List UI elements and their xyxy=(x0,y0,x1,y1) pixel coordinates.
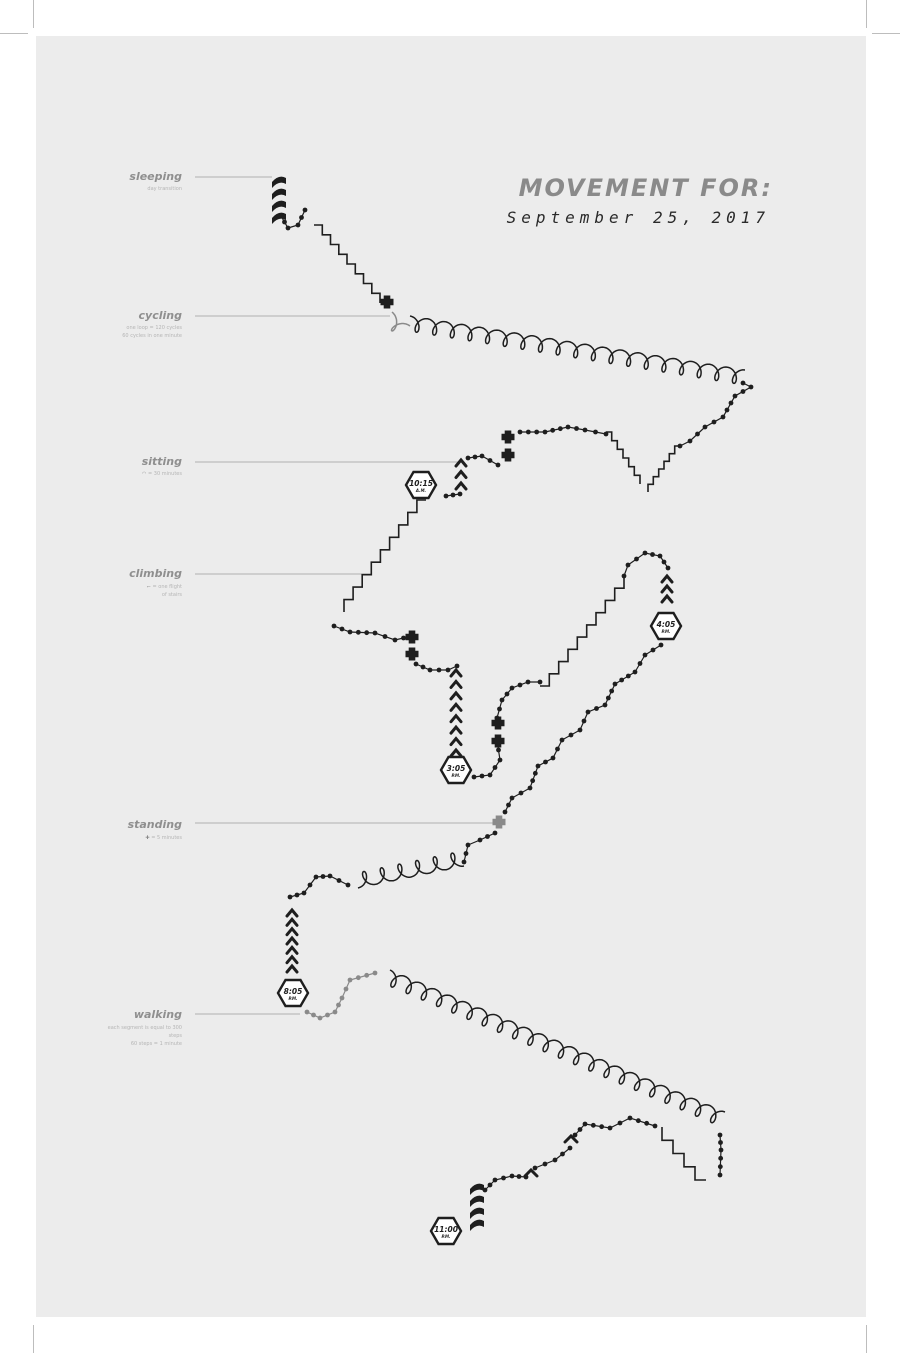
walk-segment-17-dot xyxy=(568,1146,573,1151)
time-marker-time: 3:05 xyxy=(446,764,466,773)
sleep-symbol-morning xyxy=(272,201,286,212)
stand-marker xyxy=(406,631,419,644)
walk-segment-11-dot xyxy=(578,728,583,733)
walk-segment-11-dot xyxy=(613,682,618,687)
walk-segment-10-dot xyxy=(622,574,627,579)
walk-segment-11-dot xyxy=(533,771,538,776)
walk-segment-16-line xyxy=(575,1118,655,1135)
walk-segment-7-dot xyxy=(437,668,442,673)
walk-segment-18-dot xyxy=(517,1174,522,1179)
legend-leader-lines xyxy=(195,177,497,1014)
sit-marker xyxy=(287,910,297,916)
walk-segment-1-dot xyxy=(279,214,284,219)
walk-segment-10-dot xyxy=(626,563,631,568)
walk-segment-18-dot xyxy=(524,1175,529,1180)
walk-segment-4-dot xyxy=(496,463,501,468)
walk-segment-13-dot xyxy=(295,893,300,898)
sit-marker xyxy=(287,947,297,953)
sleep-symbol-night xyxy=(470,1220,484,1231)
sit-marker xyxy=(662,586,672,592)
walk-segment-9-dot xyxy=(497,707,502,712)
time-marker-time: 10:15 xyxy=(409,479,433,488)
cycle-legend-sample xyxy=(392,312,411,331)
walk-segment-13-dot xyxy=(314,875,319,880)
walk-segment-11-dot xyxy=(586,710,591,715)
time-marker-period: A.M. xyxy=(415,488,427,493)
walk-segment-2-dot xyxy=(703,425,708,430)
walk-segment-6-dot xyxy=(373,631,378,636)
walk-segment-3-dot xyxy=(518,430,523,435)
sleep-symbol-morning xyxy=(272,177,286,188)
walk-segment-14-dot xyxy=(364,973,369,978)
walk-segment-1-dot xyxy=(299,215,304,220)
walk-segment-11-dot xyxy=(536,764,541,769)
walk-segment-3-dot xyxy=(526,430,531,435)
walk-segment-3-dot xyxy=(593,430,598,435)
walk-segment-9-dot xyxy=(526,680,531,685)
walk-segment-2-dot xyxy=(695,432,700,437)
walk-segment-2-dot xyxy=(741,381,746,386)
walk-segment-17-dot xyxy=(543,1162,548,1167)
walk-segment-11-dot xyxy=(659,643,664,648)
walk-segment-11-dot xyxy=(543,760,548,765)
walk-segment-5-dot xyxy=(451,493,456,498)
stand-marker-legend-sample xyxy=(493,816,506,829)
sit-marker xyxy=(287,919,297,925)
legend-desc-standing: ✚ = 5 minutes xyxy=(145,835,182,841)
walk-segment-11-dot xyxy=(569,733,574,738)
walk-segment-6-dot xyxy=(383,634,388,639)
walk-segment-12-dot xyxy=(493,831,498,836)
walk-segment-18-dot xyxy=(493,1178,498,1183)
walk-segment-2-dot xyxy=(721,415,726,420)
walk-segment-3-dot xyxy=(550,428,555,433)
walk-segment-8-dot xyxy=(496,748,501,753)
walk-segment-13-dot xyxy=(321,874,326,879)
walk-segment-11-dot xyxy=(619,678,624,683)
legend-label-cycling: cycling xyxy=(138,309,182,322)
walk-segment-16-dot xyxy=(599,1124,604,1129)
walk-segment-10-dot xyxy=(662,560,667,565)
walk-segment-14-dot xyxy=(373,971,378,976)
walk-segment-9-dot xyxy=(495,716,500,721)
walk-segment-14-dot xyxy=(340,996,345,1001)
walk-segment-7-dot xyxy=(446,668,451,673)
walk-segment-12-dot xyxy=(485,834,490,839)
walk-segment-16-dot xyxy=(644,1121,649,1126)
climb-segment-3 xyxy=(606,432,640,484)
sit-marker xyxy=(451,727,461,733)
walk-segment-16-dot xyxy=(591,1123,596,1128)
cycle-segment-3 xyxy=(390,970,725,1123)
walk-segment-3-dot xyxy=(583,428,588,433)
walk-segment-11-dot xyxy=(594,706,599,711)
walk-segment-14-dot xyxy=(336,1003,341,1008)
sit-marker xyxy=(456,472,466,478)
walk-segment-1-dot xyxy=(303,208,308,213)
walk-segment-15-dot xyxy=(718,1140,723,1145)
cycle-segment-2 xyxy=(358,853,464,888)
sleep-symbol-night xyxy=(470,1184,484,1195)
walk-segment-11-dot xyxy=(638,661,643,666)
walk-segment-9-dot xyxy=(510,686,515,691)
sit-marker xyxy=(287,938,297,944)
walk-segment-11-dot xyxy=(582,719,587,724)
walk-segment-16-dot xyxy=(636,1118,641,1123)
sit-marker xyxy=(451,681,461,687)
walk-segment-11-dot xyxy=(609,689,614,694)
cycle-segment-1 xyxy=(410,316,745,383)
walk-segment-12-dot xyxy=(464,851,469,856)
walk-segment-16-dot xyxy=(583,1122,588,1127)
sit-marker xyxy=(662,596,672,602)
walk-segment-15-dot xyxy=(719,1148,724,1153)
walk-segment-2-dot xyxy=(749,385,754,390)
walk-segment-3-dot xyxy=(574,426,579,431)
time-marker-period: P.M. xyxy=(288,996,298,1001)
legend-label-sleeping: sleeping xyxy=(129,170,182,183)
walk-segment-6-dot xyxy=(364,630,369,635)
walk-segment-18-dot xyxy=(488,1183,493,1188)
walk-segment-6-dot xyxy=(356,630,361,635)
walk-segment-8-dot xyxy=(480,774,485,779)
sit-marker xyxy=(451,693,461,699)
legend-desc-sleeping: day transition xyxy=(147,186,182,192)
walk-segment-10-dot xyxy=(658,554,663,559)
cross-icon: ✚ xyxy=(145,835,150,841)
walk-segment-11-dot xyxy=(560,738,565,743)
legend-desc-cycling: one loop = 120 cycles 60 cycles in one minute xyxy=(122,325,182,339)
walk-segment-3-dot xyxy=(558,426,563,431)
walk-segment-13-dot xyxy=(288,895,293,900)
sit-marker xyxy=(287,966,297,972)
walk-segment-11-dot xyxy=(528,786,533,791)
stand-marker xyxy=(492,735,505,748)
climb-segment-4 xyxy=(344,500,426,612)
walk-segment-14-dot xyxy=(348,978,353,983)
walk-segment-11-dot xyxy=(651,648,656,653)
sit-marker xyxy=(451,750,461,756)
legend-label-sitting: sitting xyxy=(141,455,182,468)
walk-segment-12-line xyxy=(464,833,495,862)
legend-label-climbing: climbing xyxy=(129,567,182,580)
page-title: MOVEMENT FOR: xyxy=(518,174,773,202)
stand-marker xyxy=(502,431,515,444)
walk-segment-1-dot xyxy=(282,220,287,225)
climb-segment-6 xyxy=(662,1127,706,1180)
page-date: September 25, 2017 xyxy=(506,208,770,227)
walk-segment-2-line xyxy=(680,383,751,446)
walk-segment-14-dot xyxy=(325,1013,330,1018)
walk-segment-14-dot xyxy=(333,1010,338,1015)
walk-segment-13-dot xyxy=(346,883,351,888)
sleep-symbol-night xyxy=(470,1208,484,1219)
movement-path xyxy=(272,177,753,1244)
sitting-icon: ◠ xyxy=(142,471,147,477)
climb-segment-1 xyxy=(314,225,380,303)
walk-segment-11-dot xyxy=(503,810,508,815)
climb-segment-2 xyxy=(648,446,680,492)
sit-marker xyxy=(451,670,461,676)
walk-segment-9-dot xyxy=(538,680,543,685)
walk-segment-17-dot xyxy=(560,1152,565,1157)
legend-desc-walking: each segment is equal to 300 steps 60 steps = 1 minute xyxy=(107,1025,182,1047)
walk-segment-14-dot xyxy=(311,1013,316,1018)
walk-segment-2-dot xyxy=(725,408,730,413)
walk-segment-13-dot xyxy=(337,878,342,883)
walk-segment-5-dot xyxy=(458,492,463,497)
walk-segment-11-dot xyxy=(555,747,560,752)
sleep-symbol-morning xyxy=(272,189,286,200)
walk-segment-8-dot xyxy=(498,758,503,763)
walk-segment-11-dot xyxy=(551,756,556,761)
walk-segment-3-dot xyxy=(543,430,548,435)
walk-segment-16-dot xyxy=(618,1121,623,1126)
walk-segment-15-dot xyxy=(718,1173,723,1178)
sit-marker xyxy=(287,929,297,935)
sit-marker xyxy=(662,576,672,582)
walk-segment-11-dot xyxy=(530,778,535,783)
walk-segment-12-dot xyxy=(462,860,467,865)
walk-segment-2-dot xyxy=(712,420,717,425)
walk-segment-2-dot xyxy=(733,394,738,399)
walk-segment-4-dot xyxy=(473,455,478,460)
sit-marker xyxy=(451,739,461,745)
walk-segment-14-dot xyxy=(344,987,349,992)
walk-segment-14-dot xyxy=(318,1016,323,1021)
walk-segment-11-dot xyxy=(626,674,631,679)
time-marker-period: P.M. xyxy=(451,773,461,778)
sit-marker xyxy=(456,483,466,489)
walk-segment-5-dot xyxy=(444,494,449,499)
stand-marker xyxy=(406,648,419,661)
walk-segment-15-dot xyxy=(718,1164,723,1169)
sit-marker xyxy=(287,957,297,963)
time-marker-time: 8:05 xyxy=(283,987,303,996)
walk-segment-4-dot xyxy=(480,454,485,459)
walk-segment-1-dot xyxy=(286,226,291,231)
walk-segment-6-dot xyxy=(401,636,406,641)
legend-desc-sitting: ◠ = 30 minutes xyxy=(142,471,182,477)
walk-segment-3-line xyxy=(520,427,606,434)
walk-segment-2-dot xyxy=(688,439,693,444)
legend-label-walking: walking xyxy=(133,1008,182,1021)
walk-segment-9-dot xyxy=(505,692,510,697)
sit-marker xyxy=(456,460,466,466)
walk-segment-2-dot xyxy=(729,401,734,406)
walk-segment-18-dot xyxy=(510,1174,515,1179)
walk-segment-10-dot xyxy=(666,566,671,571)
walk-segment-7-dot xyxy=(414,662,419,667)
walk-segment-10-dot xyxy=(643,551,648,556)
walk-segment-13-dot xyxy=(328,874,333,879)
walk-segment-2-dot xyxy=(741,389,746,394)
legend-label-standing: standing xyxy=(127,818,182,831)
stand-marker xyxy=(502,449,515,462)
walk-segment-10-dot xyxy=(634,557,639,562)
walk-segment-15-dot xyxy=(718,1133,723,1138)
walk-segment-14-dot xyxy=(305,1010,310,1015)
walk-segment-7-dot xyxy=(421,665,426,670)
walk-segment-18-dot xyxy=(501,1176,506,1181)
walk-segment-13-dot xyxy=(308,883,313,888)
legend-desc-climbing: ⌐ = one flight of stairs xyxy=(146,584,182,598)
walk-segment-8-dot xyxy=(493,765,498,770)
walk-segment-17-line xyxy=(535,1148,570,1168)
walk-segment-15-dot xyxy=(718,1156,723,1161)
walk-segment-7-dot xyxy=(455,664,460,669)
walk-segment-16-dot xyxy=(628,1116,633,1121)
walk-segment-6-dot xyxy=(332,624,337,629)
walk-segment-13-dot xyxy=(302,891,307,896)
walk-segment-3-dot xyxy=(534,430,539,435)
walk-segment-6-dot xyxy=(340,627,345,632)
walk-segment-16-dot xyxy=(578,1127,583,1132)
time-marker-time: 4:05 xyxy=(656,620,676,629)
walk-segment-11-dot xyxy=(519,791,524,796)
walk-segment-11-dot xyxy=(606,696,611,701)
walk-segment-11-dot xyxy=(643,653,648,658)
walk-segment-11-dot xyxy=(510,796,515,801)
walk-segment-6-dot xyxy=(348,630,353,635)
walk-segment-1-dot xyxy=(296,223,301,228)
walk-segment-4-dot xyxy=(488,458,493,463)
walk-segment-12-dot xyxy=(478,838,483,843)
walk-segment-6-dot xyxy=(393,638,398,643)
walk-segment-7-dot xyxy=(428,668,433,673)
walk-segment-3-dot xyxy=(566,425,571,430)
walk-segment-9-dot xyxy=(500,698,505,703)
climb-segment-5 xyxy=(540,576,624,686)
walk-segment-14-line xyxy=(307,973,375,1018)
walk-segment-9-dot xyxy=(518,683,523,688)
time-marker-period: P.M. xyxy=(661,629,671,634)
time-marker-period: P.M. xyxy=(441,1234,451,1239)
stair-icon: ⌐ xyxy=(146,584,151,590)
walk-segment-8-dot xyxy=(488,773,493,778)
sit-marker xyxy=(451,716,461,722)
walk-segment-12-dot xyxy=(466,843,471,848)
walk-segment-17-dot xyxy=(553,1158,558,1163)
walk-segment-10-dot xyxy=(650,552,655,557)
time-marker-time: 11:00 xyxy=(434,1225,458,1234)
stand-marker xyxy=(381,296,394,309)
walk-segment-3-dot xyxy=(604,432,609,437)
walk-segment-8-dot xyxy=(472,775,477,780)
walk-segment-4-dot xyxy=(466,456,471,461)
walk-segment-11-dot xyxy=(506,803,511,808)
walk-segment-17-dot xyxy=(533,1166,538,1171)
sleep-symbol-night xyxy=(470,1196,484,1207)
walk-segment-14-dot xyxy=(356,975,361,980)
walk-segment-11-dot xyxy=(633,670,638,675)
walk-segment-16-dot xyxy=(608,1126,613,1131)
sit-marker xyxy=(451,704,461,710)
walk-segment-16-dot xyxy=(653,1124,658,1129)
walk-segment-11-dot xyxy=(603,703,608,708)
